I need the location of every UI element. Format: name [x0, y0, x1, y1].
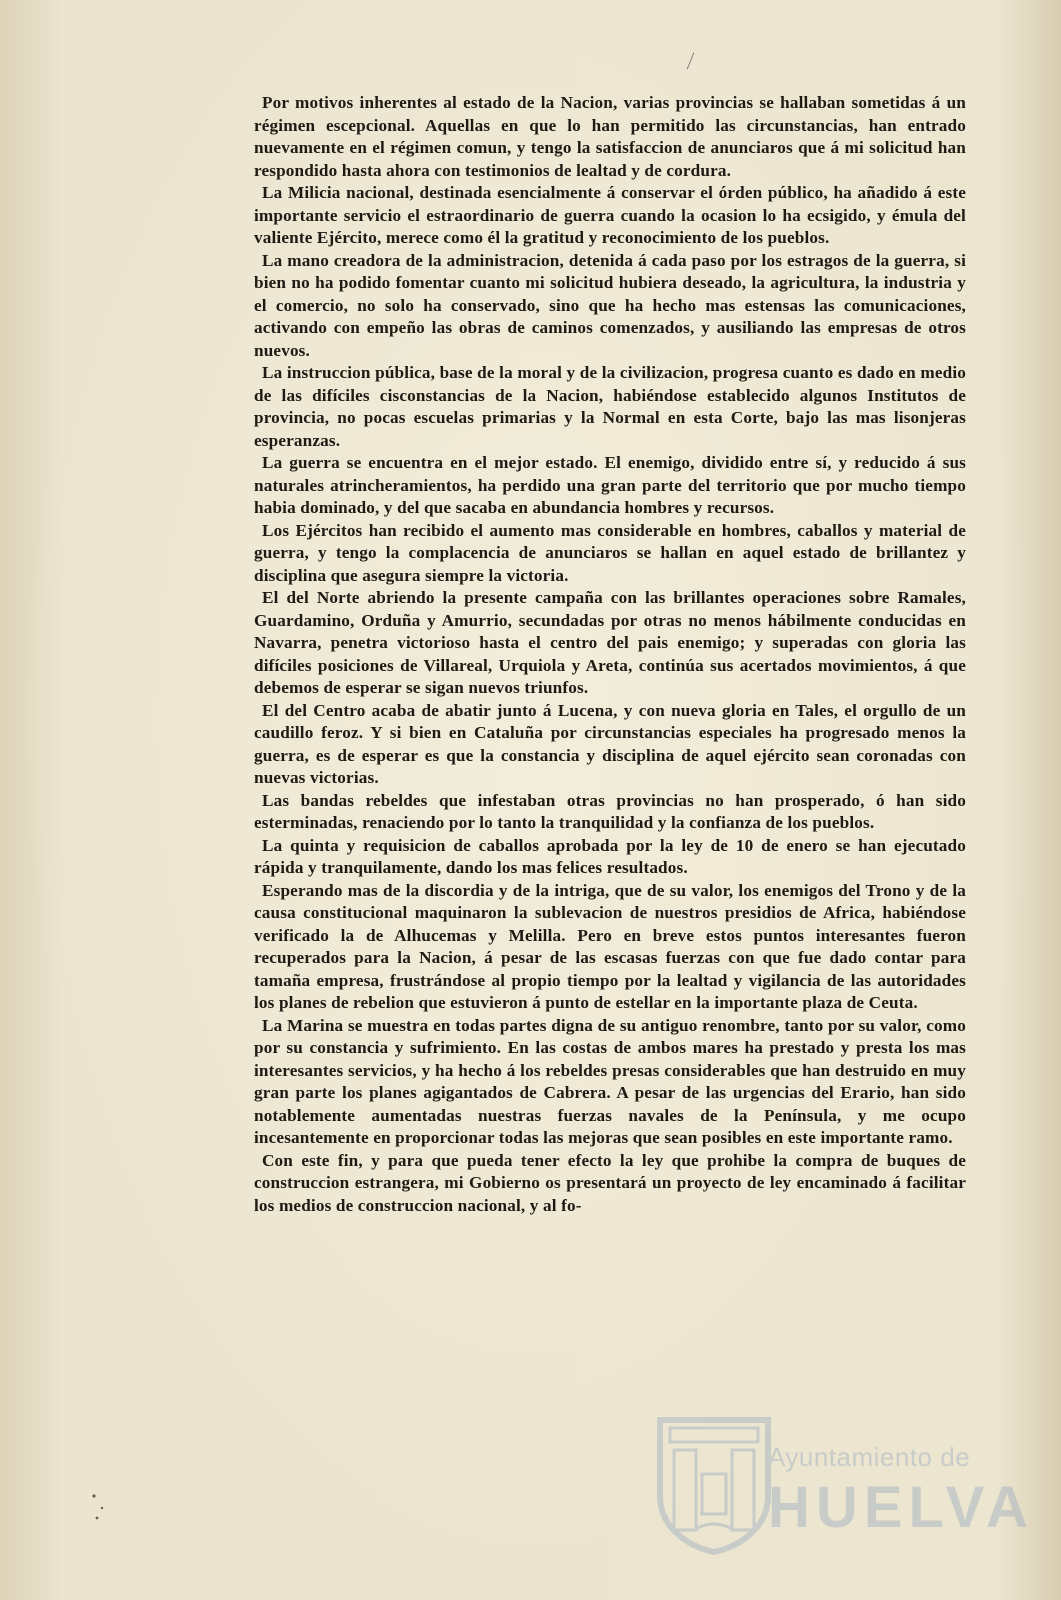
watermark-line-huelva: HUELVA: [768, 1475, 1034, 1540]
paragraph-marina: La Marina se muestra en todas partes digna de su antiguo renombre, tanto por su valor, como por su constancia y sufrimiento. En las costas de ambos mares ha prestado y presta los mas interesantes servicios, y ha hecho á los rebeldes presas considerables que han destruido en muy gran parte los planes agigantados de Cabrera. A pesar de las urgencias del Erario, han sido notablemente aumentadas nuestras fuerzas navales de la Península, y me ocupo incesantemente en proporcionar todas las mejoras que sean posibles en este importante ramo.: [254, 1015, 966, 1147]
paragraph-construccion: Con este fin, y para que pueda tener efecto la ley que prohibe la compra de buques de construccion estrangera, mi Gobierno os presentará un proyecto de ley encaminado á facilitar los medios de construccion nacional, y al fo-: [254, 1150, 966, 1215]
paragraph-provincias: Por motivos inherentes al estado de la Nacion, varias provincias se hallaban sometidas á un régimen escepcional. Aquellas en que lo han permitido las circunstancias, han entrado nuevamente en el régimen comun, y tengo la satisfaccion de anunciaros que á mi solicitud han respondido hasta ahora con testimonios de lealtad y de cordura.: [254, 93, 966, 180]
document-body: [254, 92, 966, 1217]
paragraph-ejercitos: Los Ejércitos han recibido el aumento mas considerable en hombres, caballos y material de guerra, y tengo la complacencia de anunciaros se hallan en aquel estado de brillantez y disciplina que asegura siempre la victoria.: [254, 520, 966, 585]
paper-specks: [88, 1488, 128, 1528]
paragraph-centro: El del Centro acaba de abatir junto á Lucena, y con nueva gloria en Tales, el orgullo de un caudillo feroz. Y si bien en Cataluña por circunstancias especiales ha progresado menos la guerra, es de esperar es que la constancia y disciplina de aquel ejército sean coronadas con nuevas victorias.: [254, 700, 966, 787]
paragraph-quinta: La quinta y requisicion de caballos aprobada por la ley de 10 de enero se han ejecutado rápida y tranquilamente, dando los mas felices resultados.: [254, 835, 966, 877]
paragraph-milicia: La Milicia nacional, destinada esencialmente á conservar el órden público, ha añadido á este importante servicio el estraordinario de guerra cuando la ocasion lo ha ecsigido, y émula del valiente Ejército, merece como él la gratitud y reconocimiento de los pueblos.: [254, 183, 966, 247]
paragraph-instruccion: La instruccion pública, base de la moral y de la civilizacion, progresa cuanto es dado en medio de las difíciles cisconstancias de la Nacion, habiéndose establecido algunos Institutos de provincia, no pocas escuelas primarias y la Normal en esta Corte, bajo las mas lisonjeras esperanzas.: [254, 363, 966, 450]
paragraph-bandas: Las bandas rebeldes que infestaban otras provincias no han prosperado, ó han sido esterminadas, renaciendo por lo tanto la tranquilidad y la confianza de los pueblos.: [254, 790, 966, 832]
ayuntamiento-huelva-watermark: [640, 1412, 1034, 1562]
paragraph-africa: Esperando mas de la discordia y de la intriga, que de su valor, los enemigos del Trono y de la causa constitucional maquinaron la sublevacion de nuestros presidios de Africa, habiéndose verificado la de Alhucemas y Melilla. Pero en breve estos puntos interesantes fueron recuperados para la Nacion, á pesar de las escasas fuerzas con que fue dado contar para tamaña empresa, frustrándose al propio tiempo por la lealtad y vigilancia de las autoridades los planes de rebelion que estuvieron á punto de estellar en la importante plaza de Ceuta.: [254, 880, 966, 1012]
paragraph-guerra: La guerra se encuentra en el mejor estado. El enemigo, dividido entre sí, y reducido á sus naturales atrincheramientos, ha perdido una gran parte del territorio que por mucho tiempo habia dominado, y del que sacaba en abundancia hombres y recursos.: [254, 453, 966, 517]
paragraph-norte: El del Norte abriendo la presente campaña con las brillantes operaciones sobre Ramales, Guardamino, Orduña y Amurrio, secundadas por otras no menos hábilmente conducidas en Navarra, penetra victorioso hasta el centro del pais enemigo; y superadas con gloria las difíciles posiciones de Villareal, Urquiola y Areta, continúa sus acertados movimientos, á que debemos de esperar se sigan nuevos triunfos.: [254, 588, 966, 697]
huelva-coat-of-arms-icon: [654, 1414, 774, 1556]
ink-mark: [687, 52, 695, 69]
watermark-line-ayuntamiento: Ayuntamiento de: [768, 1442, 971, 1472]
paragraph-administracion: La mano creadora de la administracion, detenida á cada paso por los estragos de la guerra, si bien no ha podido fomentar cuanto mi solicitud hubiera deseado, la agricultura, la industria y el comercio, no solo ha conservado, sino que ha hecho mas estensas las comunicaciones, activando con empeño las obras de caminos comenzados, y ausiliando las empresas de otros nuevos.: [254, 250, 966, 360]
